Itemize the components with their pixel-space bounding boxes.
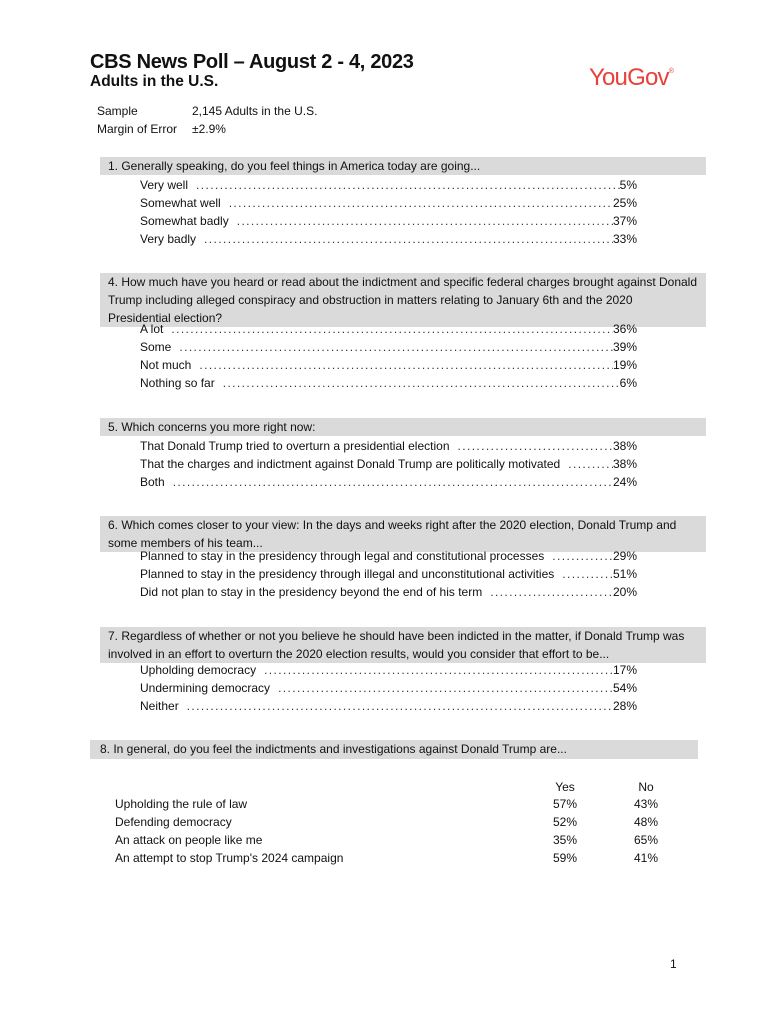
answer-row	[140, 547, 637, 565]
answer-label: Somewhat well	[140, 196, 221, 210]
moe-label: Margin of Error	[97, 122, 178, 136]
question-5-heading: 5. Which concerns you more right now:	[100, 418, 706, 436]
margin-of-error-row	[97, 122, 226, 136]
answer-label: Not much	[140, 358, 192, 372]
table-row-label: An attack on people like me	[115, 833, 263, 847]
moe-value: ±2.9%	[192, 122, 226, 136]
answer-row	[140, 583, 637, 601]
dot-leader	[237, 212, 613, 230]
question-8-heading: 8. In general, do you feel the indictments and investigations against Donald Trump are...	[90, 740, 698, 759]
answer-percent: 39%	[612, 340, 637, 354]
answer-row	[140, 455, 637, 473]
table-cell-no: 65%	[633, 833, 659, 847]
answer-label: Very badly	[140, 232, 197, 246]
dot-leader	[229, 194, 613, 212]
dot-leader	[490, 583, 613, 601]
table-cell-no: 48%	[633, 815, 659, 829]
table-row-label: An attempt to stop Trump's 2024 campaign	[115, 851, 344, 865]
answer-row	[140, 176, 637, 194]
logo-text: YouGov	[589, 64, 669, 91]
question-6-heading: 6. Which comes closer to your view: In the days and weeks right after the 2020 election, Donald Trump and some members of his team...	[100, 516, 706, 552]
answer-row	[140, 338, 637, 356]
page-number: 1	[670, 957, 677, 971]
answer-label: Both	[140, 475, 165, 489]
answer-label: That the charges and indictment against Donald Trump are politically motivated	[140, 457, 561, 471]
answer-label: Planned to stay in the presidency through illegal and unconstitutional activities	[140, 567, 555, 581]
answer-label: That Donald Trump tried to overturn a presidential election	[140, 439, 450, 453]
dot-leader	[552, 547, 613, 565]
answer-percent: 54%	[612, 681, 637, 695]
answer-percent: 37%	[612, 214, 637, 228]
question-4-heading: 4. How much have you heard or read about the indictment and specific federal charges brought against Donald Trump including alleged conspiracy and obstruction in matters relating to January 6th and the 2020 Presidential election?	[100, 273, 706, 327]
page-subtitle: Adults in the U.S.	[90, 73, 219, 90]
answer-row	[140, 212, 637, 230]
dot-leader	[264, 661, 613, 679]
table-cell-yes: 57%	[552, 797, 578, 811]
dot-leader	[568, 455, 613, 473]
dot-leader	[278, 679, 613, 697]
answer-percent: 28%	[612, 699, 637, 713]
dot-leader	[187, 697, 613, 715]
answer-percent: 51%	[612, 567, 637, 581]
table-cell-yes: 35%	[552, 833, 578, 847]
answer-label: Planned to stay in the presidency through legal and constitutional processes	[140, 549, 545, 563]
answer-percent: 5%	[619, 178, 637, 192]
question-7-heading: 7. Regardless of whether or not you believe he should have been indicted in the matter, if Donald Trump was involved in an effort to overturn the 2020 election results, would you consider that effort to be...	[100, 627, 706, 663]
answer-row	[140, 565, 637, 583]
answer-row	[140, 194, 637, 212]
table-cell-no: 41%	[633, 851, 659, 865]
dot-leader	[562, 565, 613, 583]
answer-percent: 38%	[612, 457, 637, 471]
answer-row	[140, 320, 637, 338]
answer-percent: 29%	[612, 549, 637, 563]
table-cell-yes: 59%	[552, 851, 578, 865]
question-1-heading: 1. Generally speaking, do you feel things in America today are going...	[100, 157, 706, 175]
sample-value: 2,145 Adults in the U.S.	[192, 104, 318, 118]
table-row-label: Upholding the rule of law	[115, 797, 248, 811]
column-header-yes: Yes	[555, 780, 575, 794]
answer-label: A lot	[140, 322, 164, 336]
answer-percent: 20%	[612, 585, 637, 599]
dot-leader	[173, 473, 613, 491]
table-row-label: Defending democracy	[115, 815, 232, 829]
answer-label: Upholding democracy	[140, 663, 257, 677]
dot-leader	[204, 230, 613, 248]
answer-label: Undermining democracy	[140, 681, 271, 695]
table-cell-no: 43%	[633, 797, 659, 811]
answer-row	[140, 437, 637, 455]
answer-row	[140, 374, 637, 392]
answer-label: Did not plan to stay in the presidency beyond the end of his term	[140, 585, 483, 599]
page-title: CBS News Poll – August 2 - 4, 2023	[90, 51, 414, 73]
answer-percent: 6%	[619, 376, 637, 390]
answer-label: Some	[140, 340, 172, 354]
registered-mark: ®	[668, 68, 674, 75]
dot-leader	[196, 176, 620, 194]
answer-row	[140, 473, 637, 491]
answer-percent: 33%	[612, 232, 637, 246]
column-header-no: No	[638, 780, 654, 794]
answer-row	[140, 697, 637, 715]
answer-row	[140, 356, 637, 374]
answer-label: Nothing so far	[140, 376, 215, 390]
answer-label: Somewhat badly	[140, 214, 229, 228]
answer-percent: 24%	[612, 475, 637, 489]
answer-label: Neither	[140, 699, 179, 713]
answer-percent: 36%	[612, 322, 637, 336]
table-cell-yes: 52%	[552, 815, 578, 829]
dot-leader	[171, 320, 613, 338]
answer-percent: 25%	[612, 196, 637, 210]
answer-row	[140, 230, 637, 248]
dot-leader	[458, 437, 613, 455]
answer-percent: 38%	[612, 439, 637, 453]
dot-leader	[179, 338, 613, 356]
answer-row	[140, 679, 637, 697]
sample-label: Sample	[97, 104, 138, 118]
answer-label: Very well	[140, 178, 189, 192]
dot-leader	[223, 374, 620, 392]
dot-leader	[199, 356, 613, 374]
sample-row	[97, 104, 318, 118]
yougov-logo	[589, 64, 674, 92]
answer-row	[140, 661, 637, 679]
answer-percent: 17%	[612, 663, 637, 677]
answer-percent: 19%	[612, 358, 637, 372]
